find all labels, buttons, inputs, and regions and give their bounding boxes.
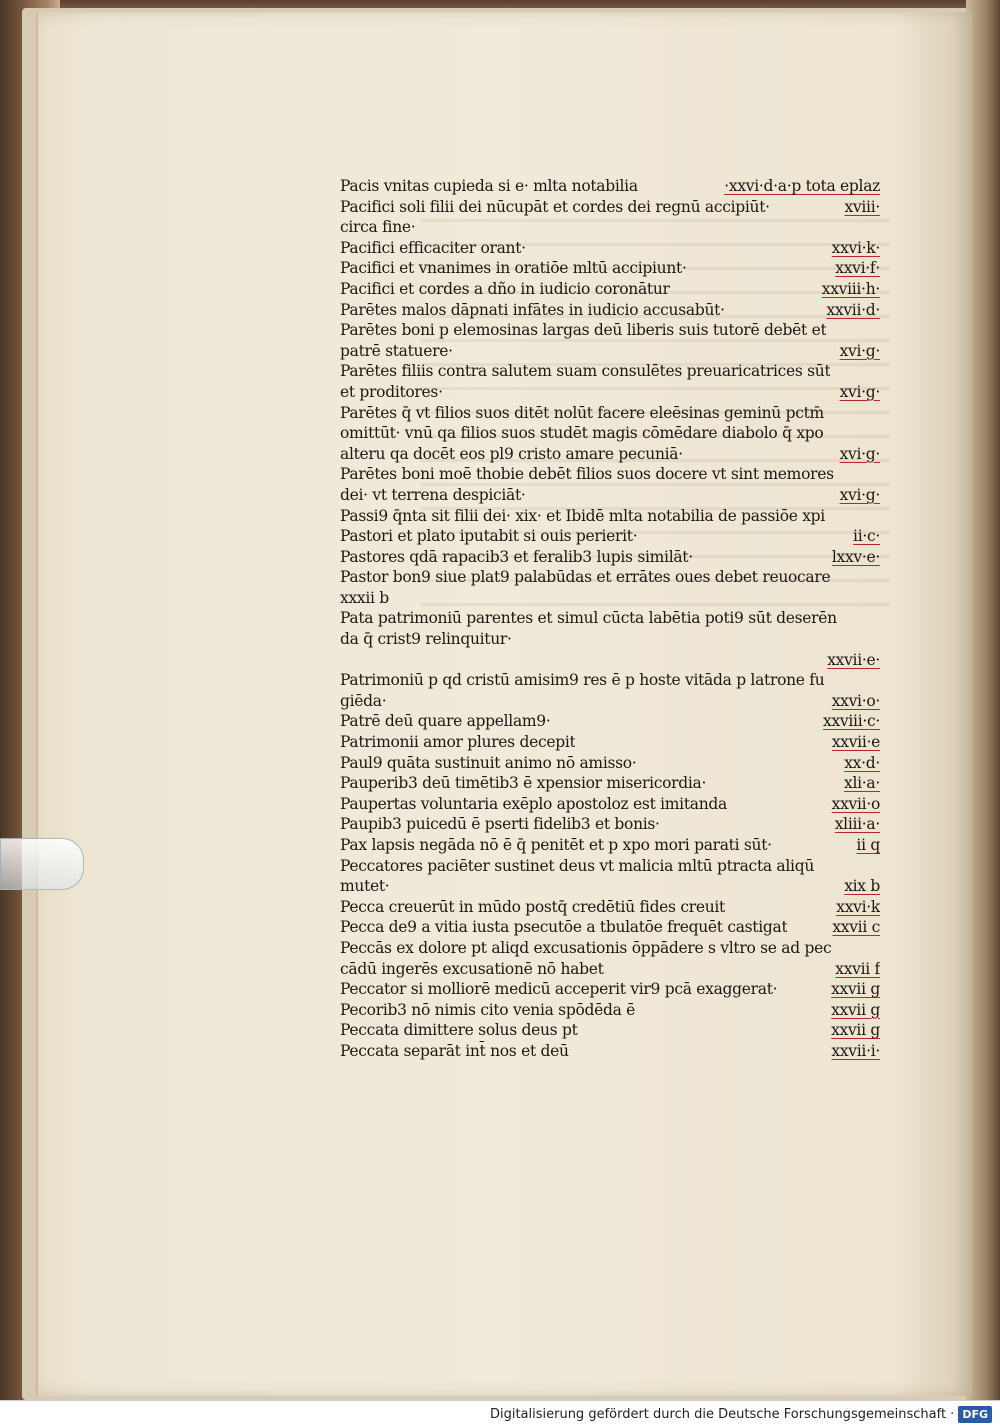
entry-text: patrē statuere· <box>340 341 453 360</box>
index-entry <box>340 403 880 465</box>
entry-reference: xxviii·h· <box>821 279 880 298</box>
index-entry <box>340 979 880 1000</box>
index-entry <box>340 856 880 897</box>
entry-text: alteru qa docēt eos pl9 cristo amare pecuniā· <box>340 444 683 463</box>
index-entry <box>340 732 880 753</box>
entry-text: Pacifici et cordes a dño in iudicio coronātur <box>340 279 670 298</box>
index-entry <box>340 197 880 238</box>
entry-line <box>340 959 880 980</box>
entry-line <box>340 485 880 506</box>
index-entry <box>340 464 880 505</box>
index-entry <box>340 320 880 361</box>
entry-text: Pastor bon9 siue plat9 palabūdas et errātes oues debet reuocare <box>340 568 831 587</box>
entry-text: et proditores· <box>340 382 443 401</box>
entry-text: Pacifici soli filii dei nūcupāt et cordes dei regnū accipiūt· <box>340 197 770 216</box>
entry-text: Pecca creuerūt in mūdo postq̄ credētiū fides creuit <box>340 897 725 916</box>
entry-text: Peccata dimittere solus deus pt <box>340 1021 578 1040</box>
entry-text: Pecorib3 nō nimis cito venia spōdēda ē <box>340 1000 636 1019</box>
entry-reference: xxvi·k <box>836 897 880 916</box>
entry-text: Pastori et plato iputabit si ouis perierit· <box>340 527 638 546</box>
entry-line <box>340 423 880 444</box>
index-entry <box>340 258 880 279</box>
entry-text: Pecca de9 a vitia iusta psecutōe a tbulatōe frequēt castigat <box>340 918 788 937</box>
entry-text: xxxii b <box>340 588 389 607</box>
entry-reference: xxvii g <box>831 1000 880 1019</box>
entry-reference: xxviii·c· <box>823 712 880 731</box>
entry-line <box>340 917 880 938</box>
entry-line <box>340 300 880 321</box>
entry-text: Paul9 quāta sustinuit animo nō amisso· <box>340 753 637 772</box>
entry-reference: ii q <box>856 836 880 854</box>
index-entry <box>340 814 880 835</box>
entry-line <box>340 547 880 568</box>
index-entry <box>340 1041 880 1062</box>
entry-line <box>340 382 880 403</box>
entry-reference: xxvii·o <box>831 794 880 813</box>
entry-reference: xvi·g· <box>839 341 880 360</box>
index-entry <box>340 279 880 300</box>
entry-text: Paupertas voluntaria exēplo apostoloz est imitanda <box>340 794 727 813</box>
entry-line <box>340 979 880 1000</box>
entry-line <box>340 1020 880 1041</box>
entry-reference: xix b <box>844 877 880 896</box>
footer-text: Digitalisierung gefördert durch die Deutsche Forschungsgemeinschaft · <box>489 1407 955 1422</box>
entry-reference: xxvii·i· <box>831 1041 880 1060</box>
index-entry <box>340 300 880 321</box>
entry-line <box>340 258 880 279</box>
entry-line <box>340 856 880 877</box>
index-entry <box>340 567 880 608</box>
entry-reference: xxvi·f· <box>835 259 880 278</box>
entry-line <box>340 176 880 197</box>
entry-text: Pacifici et vnanimes in oratiōe mltū accipiunt· <box>340 259 687 278</box>
entry-text: giēda· <box>340 691 387 710</box>
entry-reference: ii·c· <box>853 527 880 546</box>
entry-line <box>340 217 880 238</box>
entry-line <box>340 403 880 424</box>
page-clip <box>0 838 84 890</box>
entry-text: Passi9 q̄nta sit filii dei· xix· et Ibidē mlta notabilia de passiōe xpi <box>340 506 825 525</box>
entry-line <box>340 1000 880 1021</box>
entry-line <box>340 361 880 382</box>
entry-reference: xxvii·e· <box>827 650 880 669</box>
entry-reference: lxxv·e· <box>831 547 880 566</box>
entry-line <box>340 670 880 691</box>
entry-reference: xxvii·d· <box>826 300 880 319</box>
entry-text: Pacis vnitas cupieda si e· mlta notabilia <box>340 177 638 195</box>
index-entry <box>340 917 880 938</box>
entry-text: mutet· <box>340 877 390 896</box>
entry-text: Pacifici efficaciter orant· <box>340 238 526 257</box>
entry-text: Patrimoniū p qd cristū amisim9 res ē p hoste vitāda p latrone fu <box>340 671 825 690</box>
entry-reference: xxvii f <box>835 959 880 978</box>
entry-reference: xxvii g <box>831 1021 880 1040</box>
entry-line <box>340 732 880 753</box>
entry-line <box>340 320 880 341</box>
entry-line <box>340 938 880 959</box>
entry-line <box>340 567 880 588</box>
index-entry <box>340 773 880 794</box>
entry-text: Parētes boni p elemosinas largas deū liberis suis tutorē debēt et <box>340 321 827 340</box>
index-entry <box>340 753 880 774</box>
entry-reference: xxvii·e <box>831 733 880 752</box>
index-entry <box>340 361 880 402</box>
index-entry <box>340 506 880 527</box>
entry-reference: xvi·g· <box>839 382 880 401</box>
entry-text: dei· vt terrena despiciāt· <box>340 485 526 504</box>
index-entry <box>340 1000 880 1021</box>
entry-line <box>340 526 880 547</box>
entry-line <box>340 238 880 259</box>
entry-reference: xxvii g <box>831 980 880 999</box>
entry-text: Parētes q̄ vt filios suos ditēt nolūt facere eleēsinas geminū pctm̄ <box>340 403 824 422</box>
entry-line <box>340 506 880 527</box>
entry-text: Pastores qdā rapacib3 et feralib3 lupis similāt· <box>340 547 693 566</box>
entry-text: Pata patrimoniū parentes et simul cūcta labētia poti9 sūt deserēn <box>340 609 837 628</box>
index-entry <box>340 938 880 979</box>
entry-line <box>340 711 880 732</box>
entry-text: Parētes boni moē thobie debēt filios suos docere vt sint memores <box>340 465 834 484</box>
entry-text: Peccata separāt int̄ nos et deū <box>340 1041 569 1060</box>
entry-reference: xliii·a· <box>834 815 880 834</box>
entry-line <box>340 835 880 856</box>
entry-line <box>340 814 880 835</box>
entry-reference: xvi·g· <box>839 444 880 463</box>
entry-line <box>340 279 880 300</box>
entry-line <box>340 608 880 629</box>
entry-text: circa fine· <box>340 218 416 237</box>
entry-reference: ·xxvi·d·a·p tota eplaz <box>724 177 880 195</box>
entry-line <box>340 876 880 897</box>
entry-text: Paupib3 puicedū ē pserti fidelib3 et bonis· <box>340 815 660 834</box>
entry-text: Patrimonii amor plures decepit <box>340 733 576 752</box>
entry-reference: xxvi·o· <box>831 691 880 710</box>
entry-line <box>340 629 880 650</box>
entry-line <box>340 444 880 465</box>
entry-line <box>340 650 880 671</box>
entry-text: cādū ingerēs excusationē nō habet <box>340 959 604 978</box>
index-entry <box>340 547 880 568</box>
entry-text: omittūt· vnū qa filios suos studēt magis cōmēdare diabolo q̄ xpo <box>340 424 824 443</box>
dfg-logo: DFG <box>958 1406 992 1423</box>
index-entry <box>340 794 880 815</box>
index-entry <box>340 711 880 732</box>
entry-line <box>340 464 880 485</box>
entry-text: Peccator si molliorē medicū acceperit vir9 pcā exaggerat· <box>340 980 778 999</box>
entry-text: Peccās ex dolore pt aliqd excusationis ōppādere s vltro se ad pec <box>340 938 832 957</box>
entry-line <box>340 897 880 918</box>
entry-reference: xvi·g· <box>839 485 880 504</box>
entry-line <box>340 691 880 712</box>
index-entry <box>340 176 880 197</box>
entry-line <box>340 773 880 794</box>
entry-reference: xviii· <box>844 197 880 216</box>
index-entry <box>340 238 880 259</box>
entry-reference: xli·a· <box>844 774 880 793</box>
entry-line <box>340 341 880 362</box>
entry-text: Patrē deū quare appellam9· <box>340 712 551 731</box>
entry-text: Pax lapsis negāda nō ē q̄ penitēt et p xpo mori parati sūt· <box>340 836 772 854</box>
entry-text: Parētes filiis contra salutem suam consulētes preuaricatrices sūt <box>340 362 831 381</box>
entry-text: Pauperib3 deū timētib3 ē xpensior misericordia· <box>340 774 707 793</box>
index-entry <box>340 897 880 918</box>
entry-line <box>340 794 880 815</box>
entry-line <box>340 1041 880 1062</box>
index-entry <box>340 835 880 856</box>
index-entry <box>340 526 880 547</box>
entry-line <box>340 588 880 609</box>
entry-reference: xx·d· <box>844 753 880 772</box>
index-entry <box>340 608 880 670</box>
entry-reference: xxvi·k· <box>831 238 880 257</box>
index-entry <box>340 670 880 711</box>
entry-line <box>340 197 880 218</box>
entry-text: Peccatores paciēter sustinet deus vt malicia mltū ptracta aliqū <box>340 856 814 875</box>
entry-text: Parētes malos dāpnati infātes in iudicio accusabūt· <box>340 300 725 319</box>
entry-reference: xxvii c <box>832 918 880 937</box>
footer-bar <box>0 1400 1000 1428</box>
index-column <box>340 176 880 1062</box>
entry-text: da q̄ crist9 relinquitur· <box>340 630 512 649</box>
entry-line <box>340 753 880 774</box>
index-entry <box>340 1020 880 1041</box>
